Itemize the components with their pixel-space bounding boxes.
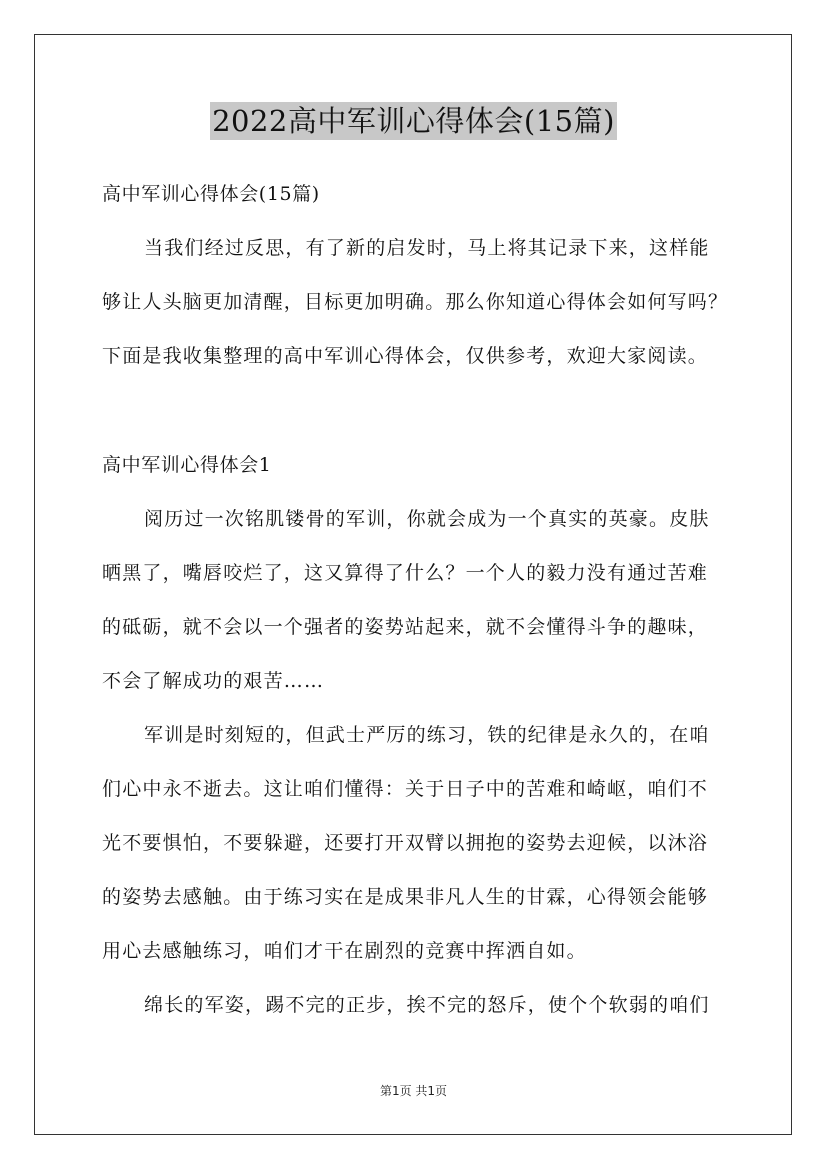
section-heading: 高中军训心得体会1 <box>102 454 272 476</box>
document-subtitle: 高中军训心得体会(15篇) <box>102 183 320 205</box>
intro-line-3: 下面是我收集整理的高中军训心得体会，仅供参考，欢迎大家阅读。 <box>102 345 709 367</box>
document-title: 2022高中军训心得体会(15篇) <box>212 104 615 138</box>
paragraph3-line-1: 绵长的军姿，踢不完的正步，挨不完的怒斥，使个个软弱的咱们 <box>144 994 710 1016</box>
paragraph1-line-1: 阅历过一次铭肌镂骨的军训，你就会成为一个真实的英豪。皮肤 <box>144 508 710 530</box>
paragraph1-line-3: 的砥砺，就不会以一个强者的姿势站起来，就不会懂得斗争的趣味， <box>102 616 709 638</box>
paragraph2-line-3: 光不要惧怕，不要躲避，还要打开双臂以拥抱的姿势去迎候，以沐浴 <box>102 832 709 854</box>
paragraph2-line-4: 的姿势去感触。由于练习实在是成果非凡人生的甘霖，心得领会能够 <box>102 886 709 908</box>
paragraph1-line-4: 不会了解成功的艰苦…… <box>102 670 325 692</box>
page-footer: 第1页 共1页 <box>379 1084 448 1098</box>
paragraph2-line-1: 军训是时刻短的，但武士严厉的练习，铁的纪律是永久的，在咱 <box>144 724 710 746</box>
paragraph2-line-2: 们心中永不逝去。这让咱们懂得：关于日子中的苦难和崎岖，咱们不 <box>102 778 709 800</box>
intro-line-1: 当我们经过反思，有了新的启发时，马上将其记录下来，这样能 <box>144 237 710 259</box>
title-container <box>0 102 827 140</box>
paragraph2-line-5: 用心去感触练习，咱们才干在剧烈的竞赛中挥洒自如。 <box>102 940 587 962</box>
intro-line-2: 够让人头脑更加清醒，目标更加明确。那么你知道心得体会如何写吗？ <box>102 291 729 313</box>
paragraph1-line-2: 晒黑了，嘴唇咬烂了，这又算得了什么？一个人的毅力没有通过苦难 <box>102 562 709 584</box>
